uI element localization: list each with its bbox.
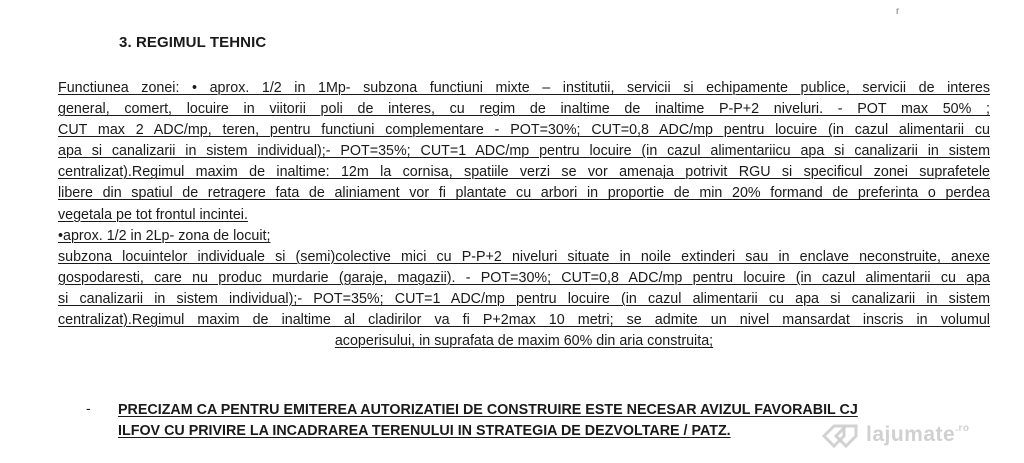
body-line: subzona locuintelor individuale si (semi)colective mici cu P-P+2 niveluri situate in noile extinderi sau in enclave neconstruite, anexe [58,248,990,265]
body-line: centralizat).Regimul maxim de inaltime: 12m la cornisa, spatiile verzi se vor amenaja potrivit RGU si specificul zonei suprafetele [58,164,990,181]
watermark-brand: lajumate$^{.ro}$ [866,423,970,446]
watermark [820,420,969,450]
body-line: CUT max 2 ADC/mp, teren, pentru functiuni complementare - POT=30%; CUT=0,8 ADC/mp pentru locuire (in cazul alimentarii cu [58,122,990,139]
list-bullet: - [86,400,91,416]
body-line: gospodaresti, care nu produc murdarie (garaje, magazii). - POT=30%; CUT=0,8 ADC/mp pentru locuire (in cazul alimentarii cu apa [58,269,990,286]
body-line: si canalizarii in sistem individual);- POT=35%; CUT=1 ADC/mp pentru locuire (in cazul alimentarii cu apa si canalizarii in sistem [58,290,990,307]
body-line: acoperisului, in suprafata de maxim 60% din aria construita; [334,333,714,350]
body-line: apa si canalizarii in sistem individual);- POT=35%; CUT=1 ADC/mp pentru locuire (in cazul alimentariicu apa si canalizarii in sistem [58,143,990,160]
watermark-suffix: .ro [955,423,970,434]
body-paragraph [58,78,998,352]
corner-mark: r [896,6,900,17]
body-line: libere din spatiul de retragere fata de aliniament vor fi plantate cu arbori in proportie de min 20% formand de preferinta o perdea [58,185,990,202]
notice-line: ILFOV CU PRIVIRE LA INCADRAREA TERENULUI IN STRATEGIA DE DEZVOLTARE / PATZ. [118,423,731,439]
body-line: centralizat).Regimul maxim de inaltime al cladirilor va fi P+2max 10 metri; se admite un nivel mansardat inscris in volumul [58,312,990,329]
notice-line: PRECIZAM CA PENTRU EMITEREA AUTORIZATIEI DE CONSTRUIRE ESTE NECESAR AVIZUL FAVORABIL CJ [118,402,858,418]
body-line: Functiunea zonei: • aprox. 1/2 in 1Mp- subzona functiuni mixte – institutii, servicii si echipamente publice, servicii de interes [58,80,990,96]
section-heading: 3. REGIMUL TEHNIC [119,34,267,51]
body-line: •aprox. 1/2 in 2Lp- zona de locuit; [58,227,271,244]
body-line: general, comert, locuire in viitorii poli de interes, cu regim de inaltime de inaltime P-P+2 niveluri. - POT max 50% ; [58,101,990,118]
tag-icon [820,420,862,450]
body-line: vegetala pe tot frontul incintei. [58,206,248,223]
